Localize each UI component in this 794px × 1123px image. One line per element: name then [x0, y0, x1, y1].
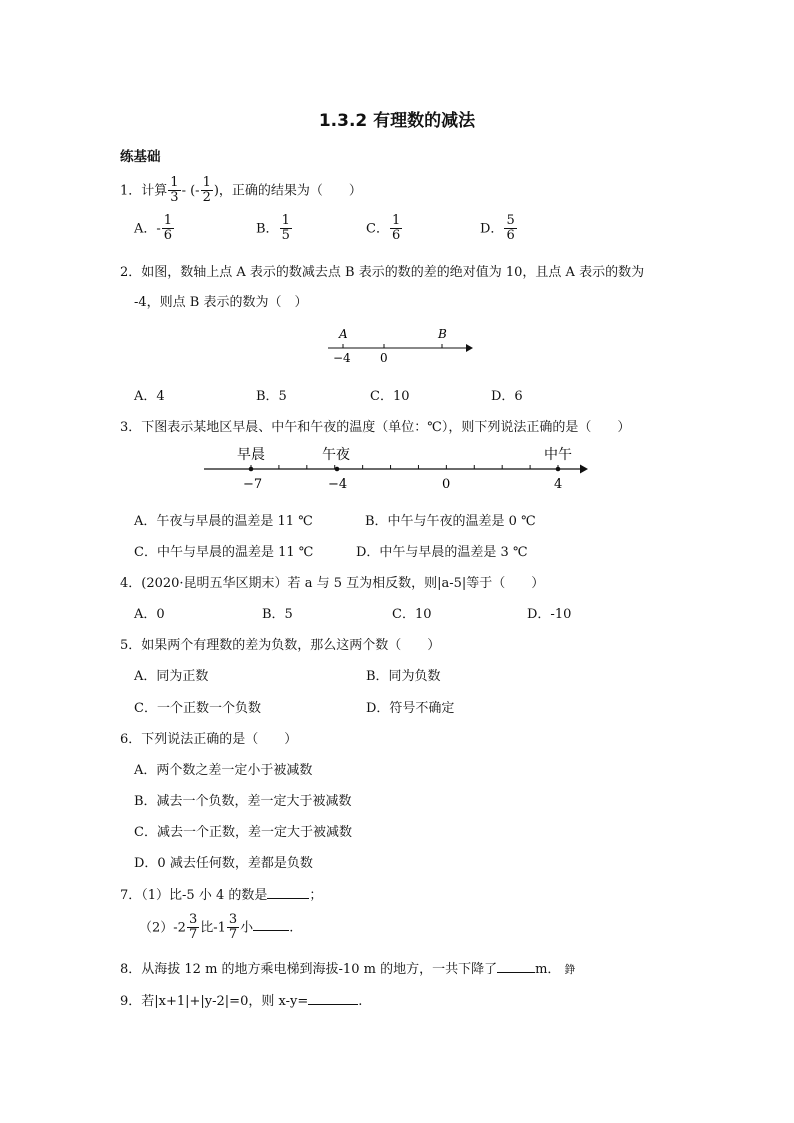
- question-8: 8．从海拔 12 m 的地方乘电梯到海拔-10 m 的地方，一共下降了 m． 錚: [120, 962, 576, 977]
- page-title: 1.3.2 有理数的减法: [318, 111, 476, 131]
- q7-mixed-fraction-1: $\frac{3}{7}$: [188, 912, 198, 943]
- q3-label-noon: 中午: [544, 447, 572, 463]
- q3-tick-label-minus4: −4: [328, 477, 348, 492]
- q5-option-b[interactable]: B．同为负数: [366, 669, 441, 684]
- q8-stray-char: 錚: [564, 963, 576, 976]
- q7-answer-blank-2[interactable]: [253, 918, 289, 931]
- q8-answer-blank[interactable]: [497, 960, 535, 973]
- q4-option-a[interactable]: A．0: [134, 607, 165, 622]
- q3-axis-arrow: [580, 465, 588, 474]
- q1-mid: - (-: [181, 183, 200, 199]
- q5-option-c[interactable]: C．一个正数一个负数: [134, 701, 261, 716]
- q2-option-d[interactable]: D．6: [491, 389, 523, 404]
- q4-option-c[interactable]: C．10: [392, 607, 432, 622]
- q1-option-c[interactable]: C． $\frac{1}{6}$: [366, 213, 401, 244]
- q2-tick-label-minus4: −4: [333, 351, 351, 365]
- q3-point-midnight: [335, 467, 340, 472]
- section-heading: 练基础: [120, 149, 161, 165]
- q3-option-d[interactable]: D．中午与早晨的温差是 3 ℃: [356, 545, 528, 560]
- q2-label-a: A: [339, 327, 348, 341]
- q5-option-a[interactable]: A．同为正数: [134, 669, 209, 684]
- q1-option-a[interactable]: A．- $\frac{1}{6}$: [134, 213, 173, 244]
- q6-option-b[interactable]: B．减去一个负数，差一定大于被减数: [134, 794, 352, 809]
- q6-option-c[interactable]: C．减去一个正数，差一定大于被减数: [134, 825, 352, 840]
- q2-number-line: [320, 323, 480, 369]
- q1-fraction-1: $\frac{1}{3}$: [170, 175, 179, 206]
- q1-option-d[interactable]: D． $\frac{5}{6}$: [480, 213, 515, 244]
- question-2-line-2: -4，则点 B 表示的数为（ ）: [134, 295, 308, 310]
- q5-option-d[interactable]: D．符号不确定: [366, 701, 455, 716]
- q2-axis-arrow: [466, 344, 473, 352]
- question-1: [120, 176, 362, 206]
- q3-label-midnight: 午夜: [322, 447, 350, 463]
- q6-option-a[interactable]: A．两个数之差一定小于被减数: [134, 763, 313, 778]
- q2-tick-label-zero: 0: [380, 351, 388, 365]
- question-4: 4．(2020·昆明五华区期末）若 a 与 5 互为相反数，则|a-5|等于（ ）: [120, 576, 545, 591]
- question-2-line-1: 2．如图，数轴上点 A 表示的数减去点 B 表示的数的差的绝对值为 10，且点 A 表示的数为: [120, 265, 645, 280]
- q1-suffix: )，正确的结果为（ ）: [213, 183, 362, 199]
- q1-option-b[interactable]: B． $\frac{1}{5}$: [256, 213, 290, 244]
- q9-answer-blank[interactable]: [308, 992, 358, 1005]
- q3-option-b[interactable]: B．中午与午夜的温差是 0 ℃: [365, 514, 536, 529]
- question-7-part-1: 7．（1）比-5 小 4 的数是 ；: [120, 888, 323, 903]
- q3-tick-label-4: 4: [554, 477, 563, 492]
- question-5: 5．如果两个有理数的差为负数，那么这两个数（ ）: [120, 638, 441, 653]
- q4-option-d[interactable]: D．-10: [527, 607, 572, 622]
- question-7-part-2: （2）-2 $\frac{3}{7}$ 比-1 $\frac{3}{7}$ 小 .: [139, 912, 294, 943]
- q1-fraction-2: $\frac{1}{2}$: [202, 175, 211, 206]
- question-6: 6．下列说法正确的是（ ）: [120, 732, 298, 747]
- q3-point-morning: [249, 467, 254, 472]
- q3-label-morning: 早晨: [237, 447, 265, 463]
- question-9: 9．若|x+1|+|y-2|=0，则 x-y= .: [120, 994, 363, 1009]
- q6-option-d[interactable]: D．0 减去任何数，差都是负数: [134, 856, 313, 871]
- q1-prefix: 1．计算: [120, 183, 168, 199]
- q3-point-noon: [556, 467, 561, 472]
- q3-option-a[interactable]: A．午夜与早晨的温差是 11 ℃: [134, 514, 313, 529]
- q7-mixed-fraction-2: $\frac{3}{7}$: [228, 912, 238, 943]
- q2-label-b: B: [438, 327, 447, 341]
- q2-option-b[interactable]: B．5: [256, 389, 287, 404]
- q3-tick-label-zero: 0: [442, 477, 451, 492]
- q2-option-c[interactable]: C．10: [370, 389, 410, 404]
- q3-option-c[interactable]: C．中午与早晨的温差是 11 ℃: [134, 545, 314, 560]
- q4-option-b[interactable]: B．5: [262, 607, 293, 622]
- q2-option-a[interactable]: A．4: [134, 389, 165, 404]
- q3-tick-label-minus7: −7: [243, 477, 263, 492]
- q3-ticks: [251, 465, 558, 469]
- q3-number-line: [198, 441, 598, 493]
- q7-answer-blank-1[interactable]: [267, 886, 309, 899]
- question-3: 3．下图表示某地区早晨、中午和午夜的温度（单位：℃），则下列说法正确的是（ ）: [120, 420, 631, 435]
